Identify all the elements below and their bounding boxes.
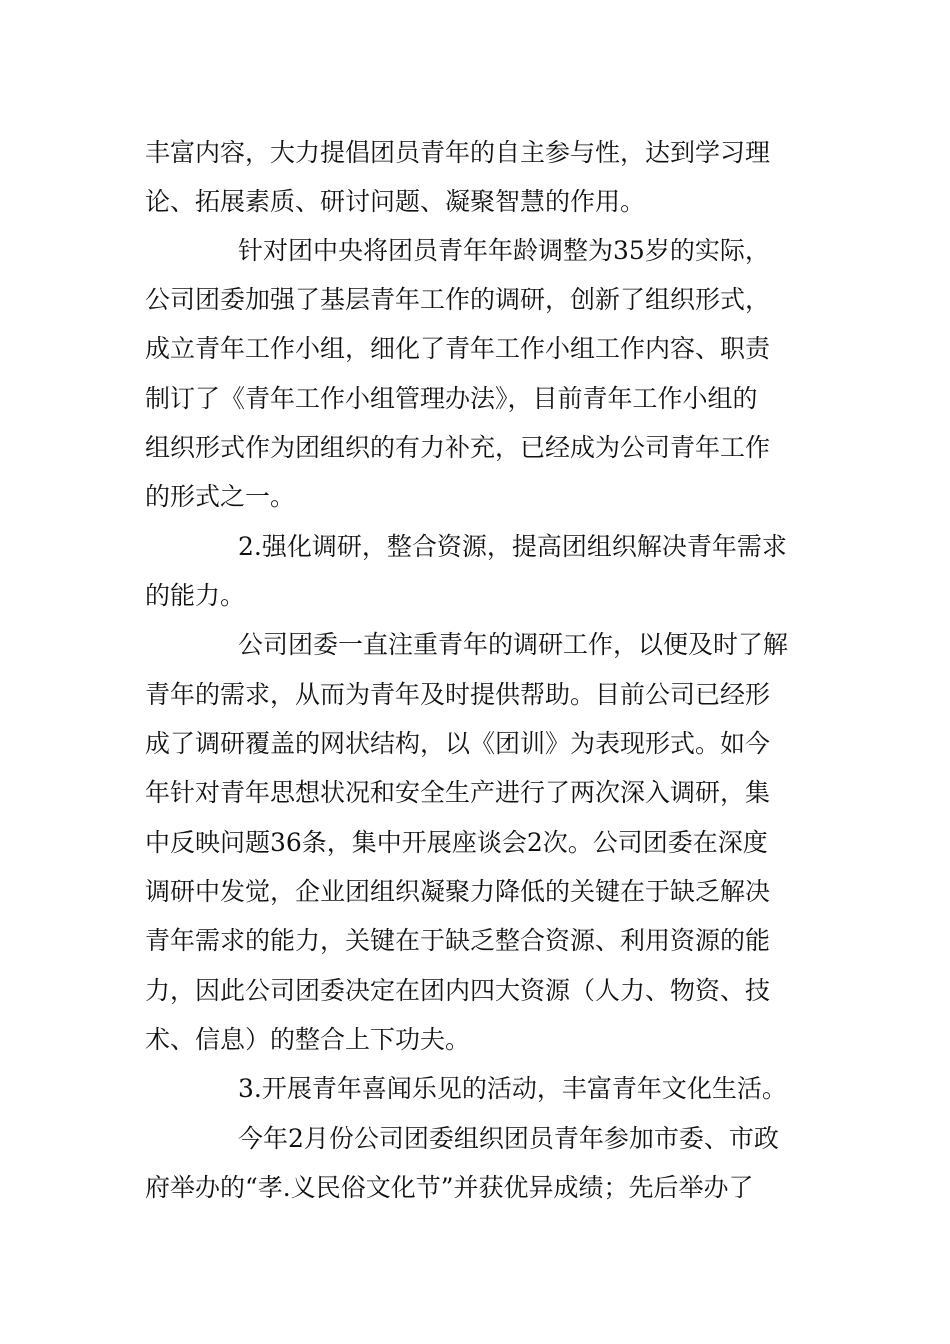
- text-line: 中反映问题36条，集中开展座谈会2次。公司团委在深度: [145, 828, 768, 857]
- text-line: 丰富内容，大力提倡团员青年的自主参与性，达到学习理: [145, 138, 771, 167]
- text-line: 论、拓展素质、研讨问题、凝聚智慧的作用。: [145, 187, 646, 216]
- text-line: 年针对青年思想状况和安全生产进行了两次深入调研，集: [145, 778, 771, 807]
- text-line: 的形式之一。: [145, 482, 296, 511]
- paragraph-first-line: 公司团委一直注重青年的调研工作，以便及时了解: [238, 630, 789, 659]
- text-line: 成了调研覆盖的网状结构，以《团训》为表现形式。如今: [145, 729, 771, 758]
- section-heading-3: 3.开展青年喜闻乐见的活动，丰富青年文化生活。: [238, 1074, 787, 1103]
- section-heading-2: 2.强化调研，整合资源，提高团组织解决青年需求: [238, 532, 787, 561]
- text-line: 的能力。: [145, 581, 246, 610]
- text-line: 成立青年工作小组，细化了青年工作小组工作内容、职责: [145, 334, 771, 363]
- text-line: 力，因此公司团委决定在团内四大资源（人力、物资、技: [145, 976, 771, 1005]
- text-line: 制订了《青年工作小组管理办法》，目前青年工作小组的: [145, 384, 758, 413]
- paragraph-first-line: 针对团中央将团员青年年龄调整为35岁的实际，: [238, 236, 770, 265]
- text-line: 组织形式作为团组织的有力补充，已经成为公司青年工作: [145, 433, 771, 462]
- text-line: 青年的需求，从而为青年及时提供帮助。目前公司已经形: [145, 680, 771, 709]
- text-line: 府举办的“孝.义民俗文化节”并获优异成绩；先后举办了: [145, 1173, 754, 1202]
- paragraph-first-line: 今年2月份公司团委组织团员青年参加市委、市政: [238, 1124, 779, 1153]
- text-line: 青年需求的能力，关键在于缺乏整合资源、利用资源的能: [145, 926, 771, 955]
- text-line: 公司团委加强了基层青年工作的调研，创新了组织形式，: [145, 285, 771, 314]
- text-line: 术、信息）的整合上下功夫。: [145, 1025, 471, 1054]
- text-line: 调研中发觉，企业团组织凝聚力降低的关键在于缺乏解决: [145, 877, 771, 906]
